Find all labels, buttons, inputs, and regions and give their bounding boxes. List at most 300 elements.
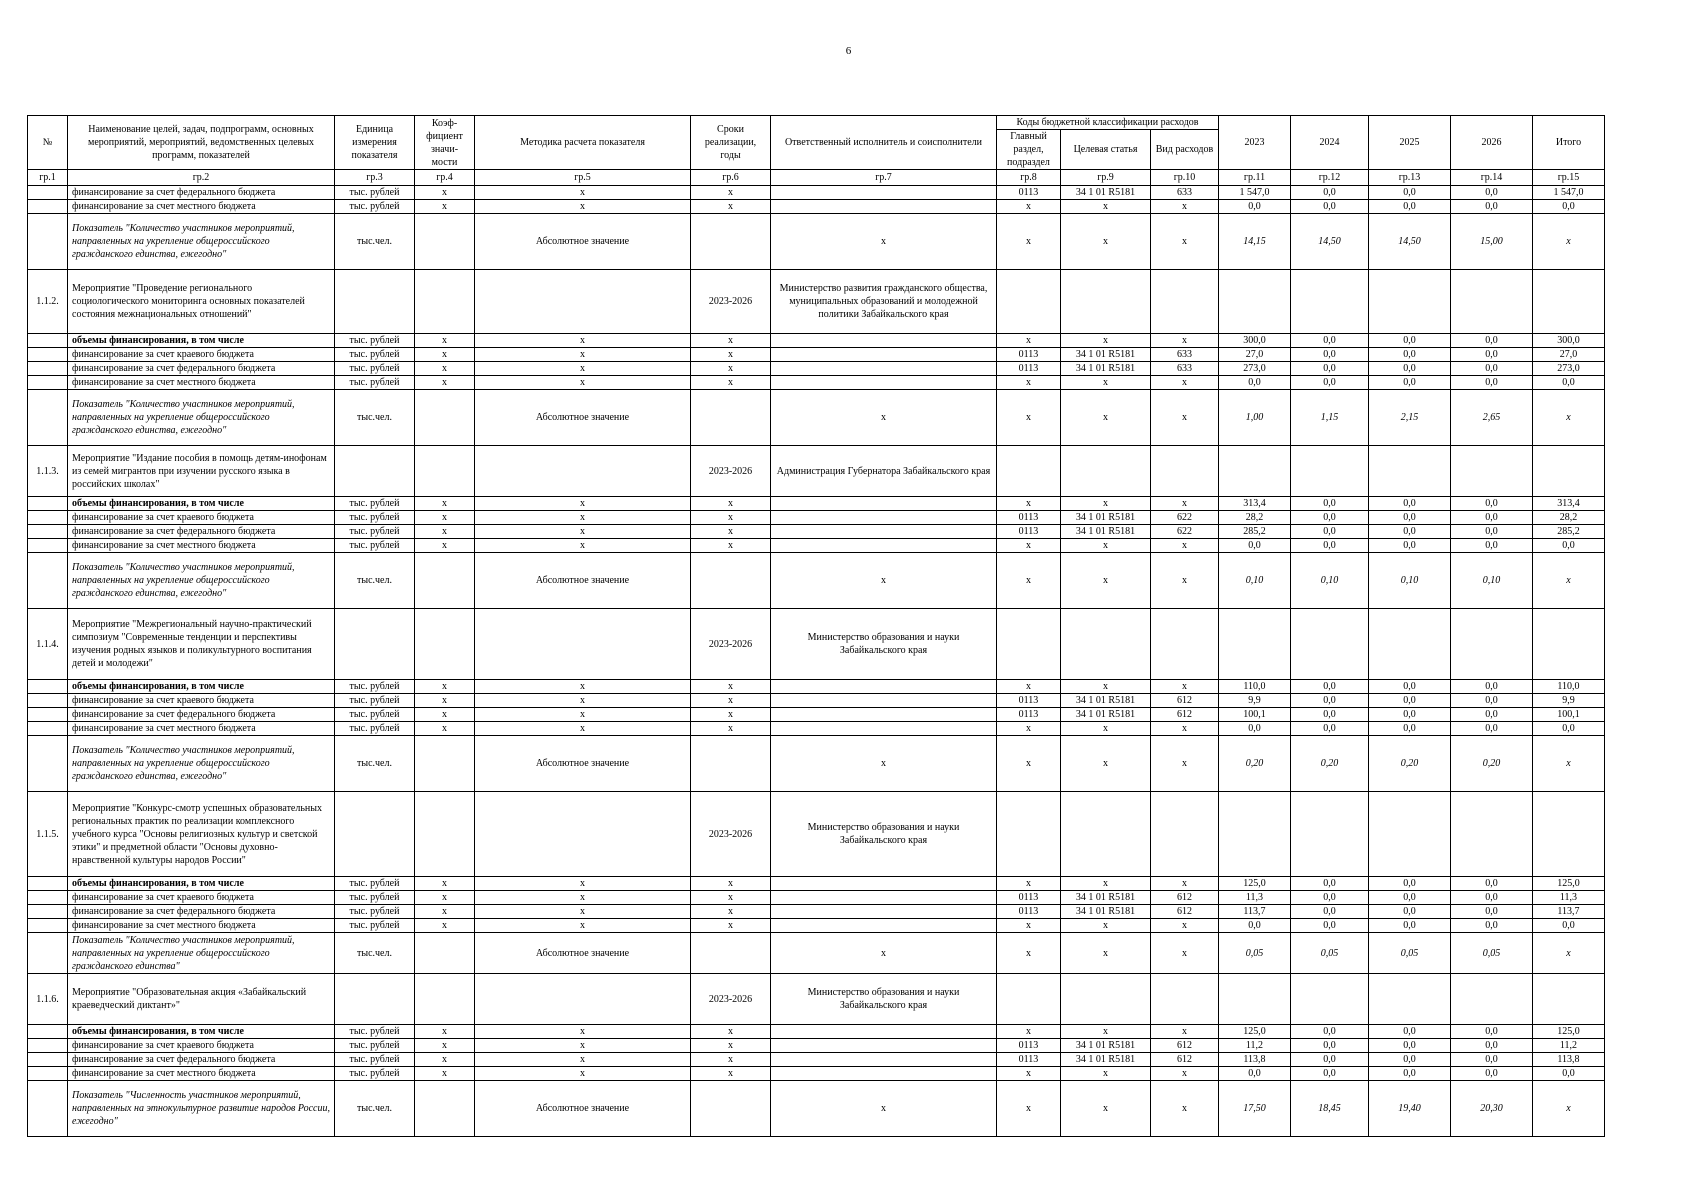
header-row-1 [28, 116, 1605, 130]
table-row-3 [28, 270, 1605, 334]
cell-c10: х [1151, 497, 1219, 511]
cell-c5: х [475, 708, 691, 722]
cell-c11: 0,10 [1219, 553, 1291, 609]
col-num-1: гр.1 [28, 170, 68, 186]
cell-c12: 0,0 [1291, 539, 1369, 553]
cell-c14: 0,0 [1451, 539, 1533, 553]
cell-c4: х [415, 722, 475, 736]
cell-c8: 0113 [997, 708, 1061, 722]
cell-c15: х [1533, 553, 1605, 609]
cell-c4: х [415, 334, 475, 348]
cell-c10: х [1151, 390, 1219, 446]
cell-c15: 285,2 [1533, 525, 1605, 539]
cell-c10: 612 [1151, 694, 1219, 708]
cell-c3: тыс. рублей [335, 1053, 415, 1067]
cell-c11: 1,00 [1219, 390, 1291, 446]
cell-c2: Показатель "Количество участников мероприятий, направленных на укрепление общероссийского гражданского единства, ежегодно" [68, 553, 335, 609]
cell-c10: х [1151, 1081, 1219, 1137]
cell-c3: тыс. рублей [335, 1025, 415, 1039]
cell-c11: 1 547,0 [1219, 186, 1291, 200]
cell-c15: 100,1 [1533, 708, 1605, 722]
cell-c10: 612 [1151, 708, 1219, 722]
cell-c1 [28, 736, 68, 792]
cell-c7 [771, 919, 997, 933]
cell-c11: 113,8 [1219, 1053, 1291, 1067]
cell-c7 [771, 877, 997, 891]
cell-c2: объемы финансирования, в том числе [68, 680, 335, 694]
cell-c13: 0,0 [1369, 722, 1451, 736]
cell-c13: 0,0 [1369, 525, 1451, 539]
cell-c15: 0,0 [1533, 376, 1605, 390]
cell-c13: 0,0 [1369, 1053, 1451, 1067]
cell-c5 [475, 609, 691, 680]
cell-c12: 0,0 [1291, 186, 1369, 200]
cell-c13: 0,0 [1369, 905, 1451, 919]
cell-c14: 0,0 [1451, 497, 1533, 511]
table-row-22 [28, 877, 1605, 891]
cell-c10: х [1151, 553, 1219, 609]
cell-c11: 14,15 [1219, 214, 1291, 270]
col-num-7: гр.7 [771, 170, 997, 186]
cell-c3: тыс. рублей [335, 694, 415, 708]
cell-c7 [771, 497, 997, 511]
cell-c7: Министерство образования и науки Забайкальского края [771, 609, 997, 680]
cell-c1 [28, 525, 68, 539]
col-num-9: гр.9 [1061, 170, 1151, 186]
cell-c4: х [415, 708, 475, 722]
cell-c5: Абсолютное значение [475, 1081, 691, 1137]
cell-c11: 0,0 [1219, 1067, 1291, 1081]
cell-c1 [28, 362, 68, 376]
cell-c8: 0113 [997, 362, 1061, 376]
cell-c2: финансирование за счет краевого бюджета [68, 891, 335, 905]
header-budget-codes: Коды бюджетной классификации расходов [997, 116, 1219, 130]
cell-c14: 0,20 [1451, 736, 1533, 792]
cell-c4: х [415, 497, 475, 511]
cell-c14: 20,30 [1451, 1081, 1533, 1137]
cell-c4 [415, 792, 475, 877]
col-num-3: гр.3 [335, 170, 415, 186]
cell-c7: х [771, 736, 997, 792]
cell-c8: х [997, 376, 1061, 390]
cell-c12 [1291, 270, 1369, 334]
cell-c15: х [1533, 933, 1605, 974]
cell-c11: 100,1 [1219, 708, 1291, 722]
cell-c9: 34 1 01 R5181 [1061, 1039, 1151, 1053]
cell-c10: х [1151, 1067, 1219, 1081]
cell-c7 [771, 334, 997, 348]
cell-c8: х [997, 200, 1061, 214]
cell-c15 [1533, 792, 1605, 877]
cell-c9: х [1061, 1067, 1151, 1081]
cell-c1 [28, 1053, 68, 1067]
table-row-4 [28, 334, 1605, 348]
col-num-11: гр.11 [1219, 170, 1291, 186]
cell-c7: х [771, 933, 997, 974]
cell-c4 [415, 736, 475, 792]
cell-c2: финансирование за счет федерального бюджета [68, 186, 335, 200]
cell-c3: тыс. рублей [335, 539, 415, 553]
table-row-30 [28, 1053, 1605, 1067]
cell-c10: х [1151, 680, 1219, 694]
cell-c10: 633 [1151, 362, 1219, 376]
cell-c12: 0,0 [1291, 877, 1369, 891]
cell-c15: х [1533, 214, 1605, 270]
cell-c13: 0,0 [1369, 708, 1451, 722]
cell-c15: 28,2 [1533, 511, 1605, 525]
cell-c7 [771, 1053, 997, 1067]
cell-c8: х [997, 497, 1061, 511]
cell-c8: х [997, 1067, 1061, 1081]
cell-c7 [771, 348, 997, 362]
col-num-4: гр.4 [415, 170, 475, 186]
cell-c13 [1369, 792, 1451, 877]
table-row-16 [28, 680, 1605, 694]
cell-c3: тыс. рублей [335, 680, 415, 694]
cell-c5: Абсолютное значение [475, 390, 691, 446]
table-row-25 [28, 919, 1605, 933]
cell-c8: х [997, 736, 1061, 792]
cell-c15: 11,2 [1533, 1039, 1605, 1053]
cell-c8: х [997, 933, 1061, 974]
cell-c13: 0,0 [1369, 1067, 1451, 1081]
cell-c6: х [691, 722, 771, 736]
cell-c8: х [997, 390, 1061, 446]
cell-c6 [691, 933, 771, 974]
cell-c9: х [1061, 553, 1151, 609]
col-num-13: гр.13 [1369, 170, 1451, 186]
cell-c3: тыс. рублей [335, 348, 415, 362]
cell-c3: тыс. рублей [335, 722, 415, 736]
cell-c7 [771, 200, 997, 214]
cell-c4 [415, 270, 475, 334]
table-row-13 [28, 539, 1605, 553]
header-unit: Единица измерения показателя [335, 116, 415, 170]
cell-c4: х [415, 186, 475, 200]
cell-c10: 633 [1151, 186, 1219, 200]
page-number: 6 [845, 45, 852, 57]
col-num-8: гр.8 [997, 170, 1061, 186]
table-body [28, 186, 1605, 1137]
cell-c9: 34 1 01 R5181 [1061, 511, 1151, 525]
cell-c1 [28, 708, 68, 722]
cell-c8: х [997, 334, 1061, 348]
cell-c5: х [475, 186, 691, 200]
cell-c8 [997, 609, 1061, 680]
table-row-20 [28, 736, 1605, 792]
cell-c10: х [1151, 200, 1219, 214]
cell-c13: 0,05 [1369, 933, 1451, 974]
cell-c11 [1219, 974, 1291, 1025]
cell-c14 [1451, 792, 1533, 877]
cell-c10 [1151, 792, 1219, 877]
cell-c1 [28, 933, 68, 974]
cell-c2: Мероприятие "Издание пособия в помощь детям-инофонам из семей мигрантов при изучении русского языка в российских школах" [68, 446, 335, 497]
cell-c7 [771, 1067, 997, 1081]
cell-c10: 612 [1151, 891, 1219, 905]
cell-c3: тыс.чел. [335, 553, 415, 609]
cell-c12: 0,0 [1291, 511, 1369, 525]
cell-c11: 313,4 [1219, 497, 1291, 511]
cell-c15: х [1533, 390, 1605, 446]
cell-c2: Показатель "Количество участников мероприятий, направленных на укрепление общероссийского гражданского единства" [68, 933, 335, 974]
table-row-32 [28, 1081, 1605, 1137]
table-row-8 [28, 390, 1605, 446]
cell-c7 [771, 525, 997, 539]
cell-c15 [1533, 446, 1605, 497]
cell-c1: 1.1.2. [28, 270, 68, 334]
cell-c3: тыс.чел. [335, 933, 415, 974]
header-period: Сроки реализации, годы [691, 116, 771, 170]
cell-c5: х [475, 348, 691, 362]
cell-c3: тыс. рублей [335, 334, 415, 348]
cell-c15 [1533, 974, 1605, 1025]
cell-c11 [1219, 270, 1291, 334]
cell-c7 [771, 1039, 997, 1053]
cell-c15: 11,3 [1533, 891, 1605, 905]
cell-c1 [28, 497, 68, 511]
table-row-14 [28, 553, 1605, 609]
cell-c13: 0,0 [1369, 376, 1451, 390]
cell-c5: х [475, 694, 691, 708]
cell-c11: 0,0 [1219, 919, 1291, 933]
cell-c15: 273,0 [1533, 362, 1605, 376]
cell-c6: х [691, 1039, 771, 1053]
cell-c13 [1369, 446, 1451, 497]
cell-c10: х [1151, 376, 1219, 390]
cell-c2: объемы финансирования, в том числе [68, 497, 335, 511]
cell-c5 [475, 270, 691, 334]
cell-c2: финансирование за счет краевого бюджета [68, 511, 335, 525]
cell-c8 [997, 974, 1061, 1025]
cell-c13: 0,0 [1369, 186, 1451, 200]
cell-c8: 0113 [997, 1039, 1061, 1053]
cell-c7: х [771, 553, 997, 609]
cell-c12: 0,0 [1291, 722, 1369, 736]
table-row-31 [28, 1067, 1605, 1081]
cell-c6: х [691, 891, 771, 905]
cell-c14: 0,0 [1451, 891, 1533, 905]
cell-c7 [771, 186, 997, 200]
cell-c1 [28, 1067, 68, 1081]
cell-c3: тыс. рублей [335, 186, 415, 200]
cell-c12: 0,0 [1291, 694, 1369, 708]
cell-c10: 612 [1151, 1053, 1219, 1067]
cell-c4: х [415, 1025, 475, 1039]
cell-c10: 622 [1151, 525, 1219, 539]
cell-c2: Показатель "Количество участников мероприятий, направленных на укрепление общероссийского гражданского единства, ежегодно" [68, 214, 335, 270]
cell-c13 [1369, 270, 1451, 334]
cell-c4: х [415, 694, 475, 708]
table-row-17 [28, 694, 1605, 708]
cell-c7: Министерство образования и науки Забайкальского края [771, 974, 997, 1025]
cell-c7: х [771, 214, 997, 270]
cell-c8: 0113 [997, 186, 1061, 200]
cell-c7 [771, 1025, 997, 1039]
cell-c9 [1061, 609, 1151, 680]
cell-c1: 1.1.6. [28, 974, 68, 1025]
cell-c3: тыс. рублей [335, 1039, 415, 1053]
cell-c5: х [475, 877, 691, 891]
cell-c11: 125,0 [1219, 877, 1291, 891]
cell-c3 [335, 792, 415, 877]
cell-c2: финансирование за счет федерального бюджета [68, 1053, 335, 1067]
cell-c14: 0,0 [1451, 722, 1533, 736]
table-row-9 [28, 446, 1605, 497]
header-expense-type: Вид расходов [1151, 130, 1219, 170]
cell-c10: 622 [1151, 511, 1219, 525]
cell-c10 [1151, 974, 1219, 1025]
table-row-21 [28, 792, 1605, 877]
cell-c4 [415, 1081, 475, 1137]
budget-table [27, 115, 1605, 1137]
cell-c7 [771, 539, 997, 553]
cell-c14: 0,0 [1451, 376, 1533, 390]
table-row-18 [28, 708, 1605, 722]
cell-c13: 0,0 [1369, 891, 1451, 905]
cell-c2: финансирование за счет краевого бюджета [68, 1039, 335, 1053]
cell-c6: х [691, 362, 771, 376]
cell-c4: х [415, 348, 475, 362]
cell-c10 [1151, 446, 1219, 497]
cell-c1 [28, 694, 68, 708]
cell-c3: тыс.чел. [335, 736, 415, 792]
cell-c12: 0,0 [1291, 680, 1369, 694]
cell-c4: х [415, 376, 475, 390]
cell-c15: 113,7 [1533, 905, 1605, 919]
cell-c13: 0,0 [1369, 1039, 1451, 1053]
cell-c1 [28, 722, 68, 736]
cell-c14: 0,0 [1451, 1067, 1533, 1081]
cell-c3: тыс. рублей [335, 362, 415, 376]
cell-c1 [28, 186, 68, 200]
cell-c9: 34 1 01 R5181 [1061, 186, 1151, 200]
cell-c10: х [1151, 736, 1219, 792]
cell-c6: х [691, 200, 771, 214]
cell-c13: 2,15 [1369, 390, 1451, 446]
cell-c3: тыс.чел. [335, 214, 415, 270]
cell-c11: 0,0 [1219, 376, 1291, 390]
cell-c8: х [997, 539, 1061, 553]
cell-c4 [415, 553, 475, 609]
cell-c9: х [1061, 736, 1151, 792]
column-numbers-row [28, 170, 1605, 186]
cell-c4 [415, 390, 475, 446]
cell-c4 [415, 446, 475, 497]
cell-c5: х [475, 362, 691, 376]
cell-c14: 0,10 [1451, 553, 1533, 609]
cell-c5: Абсолютное значение [475, 214, 691, 270]
cell-c3: тыс. рублей [335, 1067, 415, 1081]
cell-c1 [28, 348, 68, 362]
cell-c13: 0,0 [1369, 694, 1451, 708]
cell-c12 [1291, 792, 1369, 877]
cell-c10: х [1151, 877, 1219, 891]
cell-c11: 273,0 [1219, 362, 1291, 376]
table-row-12 [28, 525, 1605, 539]
cell-c2: объемы финансирования, в том числе [68, 1025, 335, 1039]
cell-c1 [28, 1039, 68, 1053]
header-main-section: Главный раздел, подраздел [997, 130, 1061, 170]
header-n: № [28, 116, 68, 170]
cell-c4 [415, 974, 475, 1025]
cell-c7 [771, 905, 997, 919]
cell-c6: х [691, 1067, 771, 1081]
table-row-26 [28, 933, 1605, 974]
cell-c3: тыс.чел. [335, 390, 415, 446]
cell-c14: 15,00 [1451, 214, 1533, 270]
cell-c8: х [997, 680, 1061, 694]
cell-c7 [771, 722, 997, 736]
cell-c3: тыс. рублей [335, 708, 415, 722]
cell-c15: 125,0 [1533, 1025, 1605, 1039]
table-row-15 [28, 609, 1605, 680]
cell-c5: Абсолютное значение [475, 736, 691, 792]
cell-c9: х [1061, 919, 1151, 933]
header-total: Итого [1533, 116, 1605, 170]
cell-c5: х [475, 905, 691, 919]
cell-c2: финансирование за счет местного бюджета [68, 376, 335, 390]
cell-c5: х [475, 376, 691, 390]
cell-c1 [28, 539, 68, 553]
cell-c6: х [691, 334, 771, 348]
cell-c3 [335, 270, 415, 334]
header-exec: Ответственный исполнитель и соисполнители [771, 116, 997, 170]
cell-c6: х [691, 525, 771, 539]
cell-c15: 0,0 [1533, 1067, 1605, 1081]
cell-c4: х [415, 1053, 475, 1067]
cell-c3: тыс. рублей [335, 905, 415, 919]
cell-c3: тыс. рублей [335, 891, 415, 905]
cell-c9: 34 1 01 R5181 [1061, 362, 1151, 376]
cell-c9: х [1061, 390, 1151, 446]
table-row-24 [28, 905, 1605, 919]
cell-c11 [1219, 446, 1291, 497]
cell-c1 [28, 214, 68, 270]
cell-c11: 285,2 [1219, 525, 1291, 539]
cell-c6 [691, 736, 771, 792]
cell-c6: х [691, 348, 771, 362]
cell-c12 [1291, 609, 1369, 680]
cell-c6: х [691, 1053, 771, 1067]
cell-c11: 0,20 [1219, 736, 1291, 792]
cell-c11: 0,0 [1219, 539, 1291, 553]
cell-c1 [28, 200, 68, 214]
cell-c10: х [1151, 919, 1219, 933]
cell-c11: 11,2 [1219, 1039, 1291, 1053]
cell-c12: 0,0 [1291, 1039, 1369, 1053]
cell-c5: х [475, 497, 691, 511]
cell-c8: 0113 [997, 694, 1061, 708]
cell-c4: х [415, 905, 475, 919]
cell-c1 [28, 334, 68, 348]
cell-c15 [1533, 609, 1605, 680]
cell-c14 [1451, 270, 1533, 334]
cell-c13: 14,50 [1369, 214, 1451, 270]
table-row-27 [28, 974, 1605, 1025]
cell-c9: х [1061, 539, 1151, 553]
cell-c12: 0,0 [1291, 1067, 1369, 1081]
cell-c12: 0,0 [1291, 376, 1369, 390]
cell-c14: 0,0 [1451, 1039, 1533, 1053]
table-row-1 [28, 200, 1605, 214]
table-row-11 [28, 511, 1605, 525]
cell-c2: Мероприятие "Проведение регионального социологического мониторинга основных показателей состояния межнациональных отношений" [68, 270, 335, 334]
cell-c13: 0,0 [1369, 1025, 1451, 1039]
cell-c3: тыс. рублей [335, 200, 415, 214]
cell-c4: х [415, 919, 475, 933]
cell-c10: х [1151, 722, 1219, 736]
